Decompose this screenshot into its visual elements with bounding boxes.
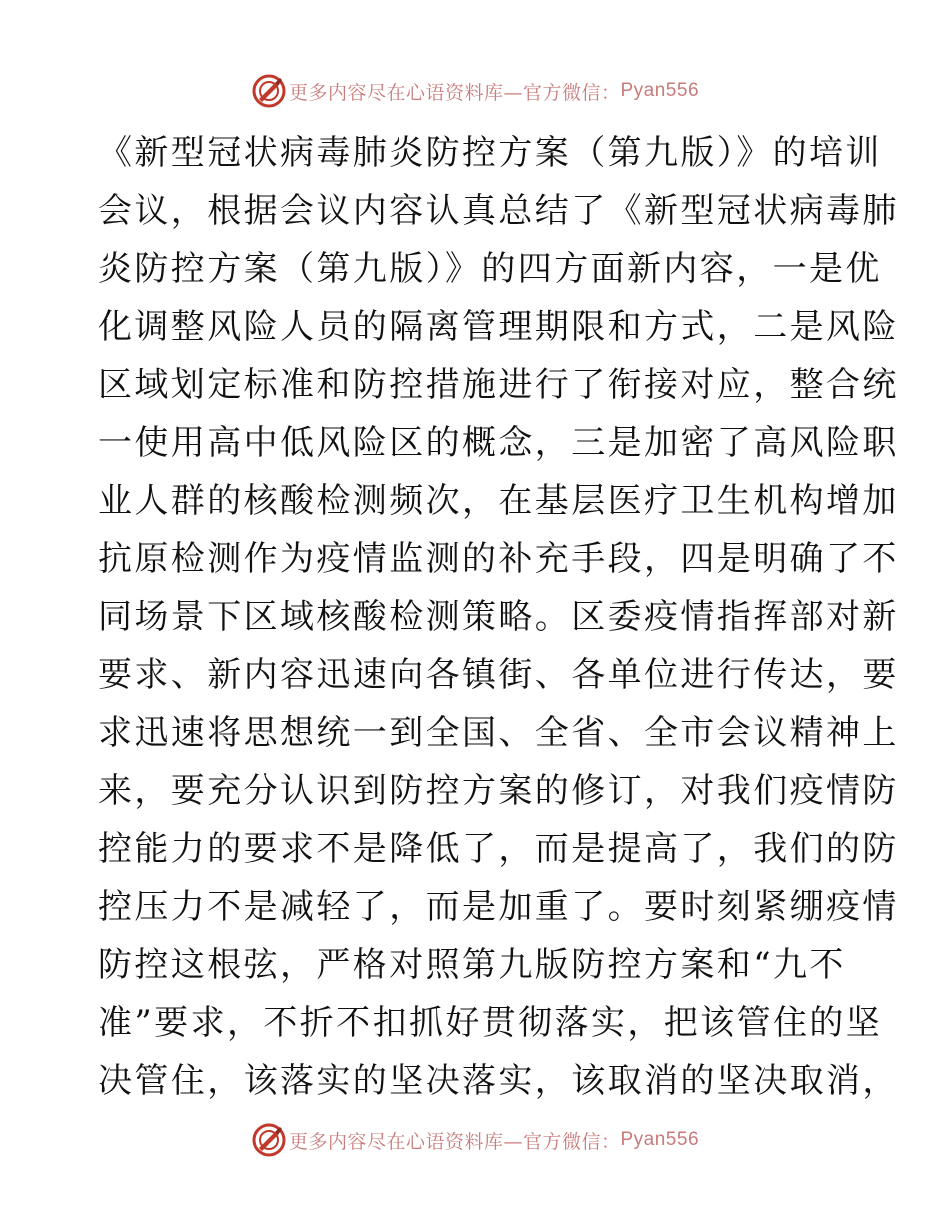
text-line: 化调整风险人员的隔离管理期限和方式，二是风险: [98, 307, 899, 347]
footer-watermark: [0, 1120, 950, 1160]
watermark-wechat-id: Pyan556: [620, 80, 700, 101]
text-line: 会议，根据会议内容认真总结了《新型冠状病毒肺: [98, 191, 899, 231]
text-line: 业人群的核酸检测频次，在基层医疗卫生机构增加: [98, 481, 899, 521]
watermark-text: 更多内容尽在心语资料库—官方微信：: [288, 1130, 621, 1153]
text-line: 一使用高中低风险区的概念，三是加密了高风险职: [98, 423, 899, 463]
text-line: 炎防控方案（第九版）》的四方面新内容，一是优: [98, 249, 882, 289]
watermark-logo-icon: [251, 1122, 287, 1158]
text-line: 《新型冠状病毒肺炎防控方案（第九版）》的培训: [98, 133, 882, 173]
text-line: 准”要求，不折不扣抓好贯彻落实，把该管住的坚: [98, 1003, 883, 1043]
document-body: [98, 124, 899, 1110]
header-watermark: [0, 71, 950, 111]
text-line: 同场景下区域核酸检测策略。区委疫情指挥部对新: [98, 597, 899, 637]
text-line: 要求、新内容迅速向各镇街、各单位进行传达，要: [98, 655, 899, 695]
text-line: 求迅速将思想统一到全国、全省、全市会议精神上: [98, 713, 899, 753]
watermark-text: 更多内容尽在心语资料库—官方微信：: [288, 81, 621, 104]
watermark-wechat-id: Pyan556: [620, 1129, 700, 1150]
text-line: 决管住，该落实的坚决落实，该取消的坚决取消，: [98, 1061, 899, 1101]
text-line: 区域划定标准和防控措施进行了衔接对应，整合统: [98, 365, 899, 405]
text-line: 防控这根弦，严格对照第九版防控方案和“九不: [98, 945, 846, 985]
text-line: 控压力不是减轻了，而是加重了。要时刻紧绷疫情: [98, 887, 899, 927]
text-line: 来，要充分认识到防控方案的修订，对我们疫情防: [98, 771, 899, 811]
text-line: 控能力的要求不是降低了，而是提高了，我们的防: [98, 829, 899, 869]
text-line: 抗原检测作为疫情监测的补充手段，四是明确了不: [98, 539, 899, 579]
watermark-logo-icon: [251, 73, 287, 109]
